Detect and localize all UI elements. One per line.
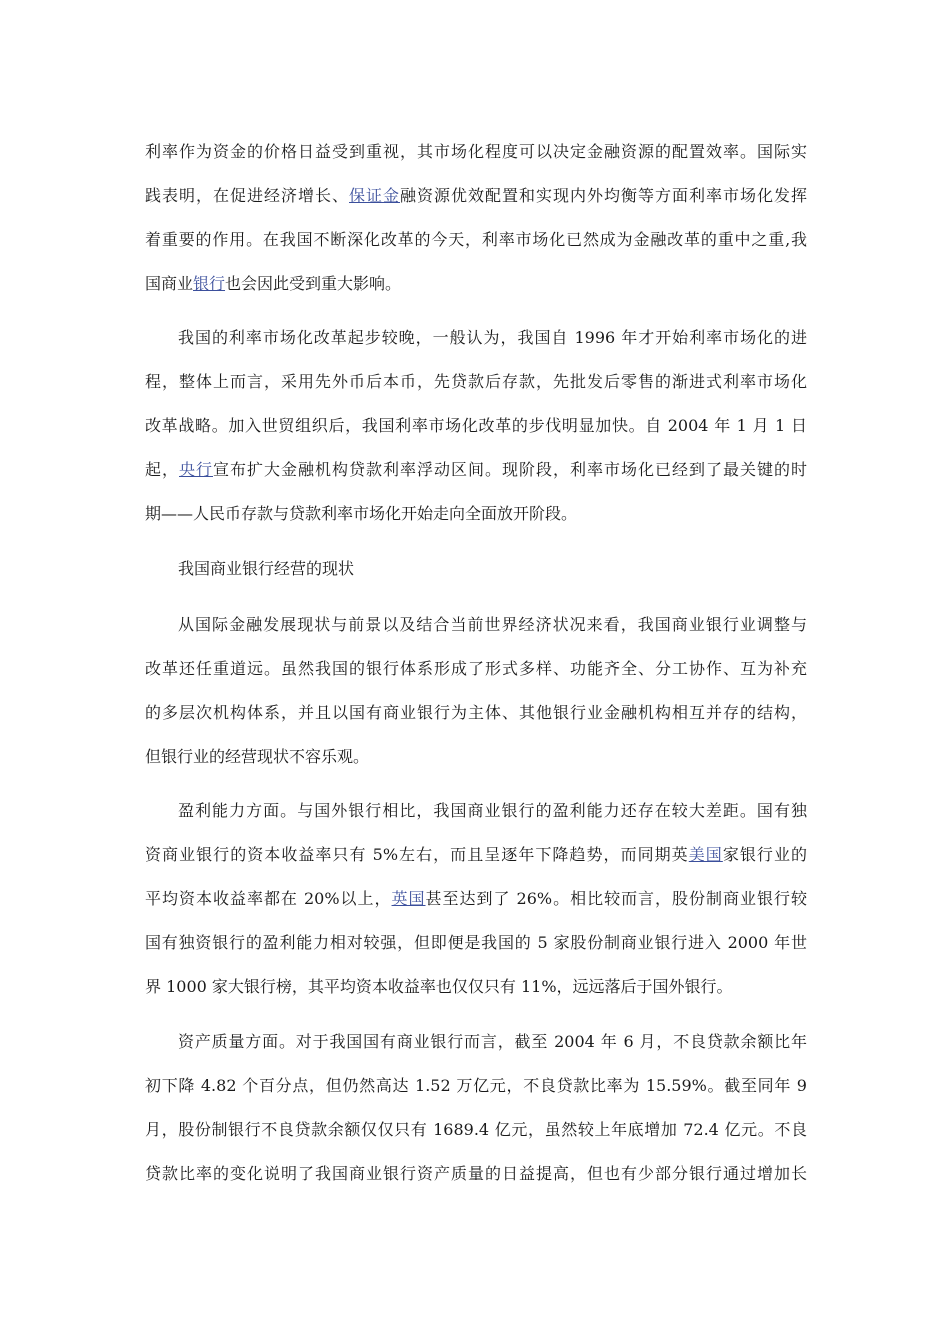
text-run: 着重要的作用。在我国不断深化改革的今天，利率市场化已然成为金融改革的重中之重,我	[145, 230, 807, 249]
text-run: 甚至达到了 26%。相比较而言，股份制商业银行较	[425, 889, 807, 908]
text-run: 国有独资银行的盈利能力相对较强，但即便是我国的 5 家股份制商业银行进入 2000 年世	[145, 933, 807, 952]
text-run: 程，整体上而言，采用先外币后本币，先贷款后存款，先批发后零售的渐进式利率市场化	[145, 372, 807, 391]
text-run: 月，股份制银行不良贷款余额仅仅只有 1689.4 亿元，虽然较上年底增加 72.4 亿元。不良	[145, 1120, 807, 1139]
text-run: 家银行业的	[722, 845, 807, 864]
text-line	[178, 327, 807, 349]
text-run: 国商业	[145, 274, 194, 293]
text-line	[145, 976, 807, 998]
text-line	[145, 371, 807, 393]
text-run: 起，	[145, 460, 179, 479]
text-run: 初下降 4.82 个百分点，但仍然高达 1.52 万亿元，不良贷款比率为 15.59%。截至同年 9	[145, 1076, 807, 1095]
inline-link[interactable]: 美国	[688, 845, 723, 864]
inline-link[interactable]: 英国	[391, 889, 426, 908]
text-run: 践表明，在促进经济增长、	[145, 186, 349, 205]
text-run: 宣布扩大金融机构贷款利率浮动区间。现阶段，利率市场化已经到了最关键的时	[213, 460, 807, 479]
text-run: 盈利能力方面。与国外银行相比，我国商业银行的盈利能力还存在较大差距。国有独	[178, 801, 807, 820]
text-run: 改革还任重道远。虽然我国的银行体系形成了形式多样、功能齐全、分工协作、互为补充	[145, 659, 807, 678]
text-line	[145, 702, 807, 724]
text-run: 改革战略。加入世贸组织后，我国利率市场化改革的步伐明显加快。自 2004 年 1 月 1 日	[145, 416, 807, 435]
text-line	[145, 141, 807, 163]
inline-link[interactable]: 央行	[179, 460, 213, 479]
text-line	[145, 932, 807, 954]
text-line	[145, 1163, 807, 1185]
text-run: 从国际金融发展现状与前景以及结合当前世界经济状况来看，我国商业银行业调整与	[178, 615, 807, 634]
text-run: 我国商业银行经营的现状	[178, 559, 355, 578]
text-run: 界 1000 家大银行榜，其平均资本收益率也仅仅只有 11%，远远落后于国外银行。	[145, 977, 733, 996]
text-run: 的多层次机构体系，并且以国有商业银行为主体、其他银行业金融机构相互并存的结构，	[145, 703, 807, 722]
text-line	[145, 746, 807, 768]
text-line	[145, 888, 807, 910]
text-line	[145, 415, 807, 437]
inline-link[interactable]: 保证金	[349, 186, 400, 205]
text-run: 但银行业的经营现状不容乐观。	[145, 747, 370, 766]
text-line	[145, 658, 807, 680]
text-line	[145, 844, 807, 866]
text-line	[145, 503, 807, 525]
text-line	[178, 800, 807, 822]
text-run: 利率作为资金的价格日益受到重视，其市场化程度可以决定金融资源的配置效率。国际实	[145, 142, 807, 161]
text-line	[145, 185, 807, 207]
text-line	[178, 558, 807, 580]
text-line	[145, 1075, 807, 1097]
text-run: 期——人民币存款与贷款利率市场化开始走向全面放开阶段。	[145, 504, 578, 523]
text-run: 融资源优效配置和实现内外均衡等方面利率市场化发挥	[400, 186, 807, 205]
text-run: 贷款比率的变化说明了我国商业银行资产质量的日益提高，但也有少部分银行通过增加长	[145, 1164, 807, 1183]
text-line	[145, 459, 807, 481]
text-run: 也会因此受到重大影响。	[225, 274, 402, 293]
text-run: 平均资本收益率都在 20%以上，	[145, 889, 392, 908]
text-line	[178, 1031, 807, 1053]
inline-link[interactable]: 银行	[193, 274, 226, 293]
text-line	[145, 273, 807, 295]
text-run: 资产质量方面。对于我国国有商业银行而言，截至 2004 年 6 月，不良贷款余额比年	[178, 1032, 807, 1051]
text-run: 资商业银行的资本收益率只有 5%左右，而且呈逐年下降趋势，而同期英	[145, 845, 689, 864]
text-line	[145, 229, 807, 251]
text-run: 我国的利率市场化改革起步较晚，一般认为，我国自 1996 年才开始利率市场化的进	[178, 328, 807, 347]
text-line	[178, 614, 807, 636]
text-line	[145, 1119, 807, 1141]
